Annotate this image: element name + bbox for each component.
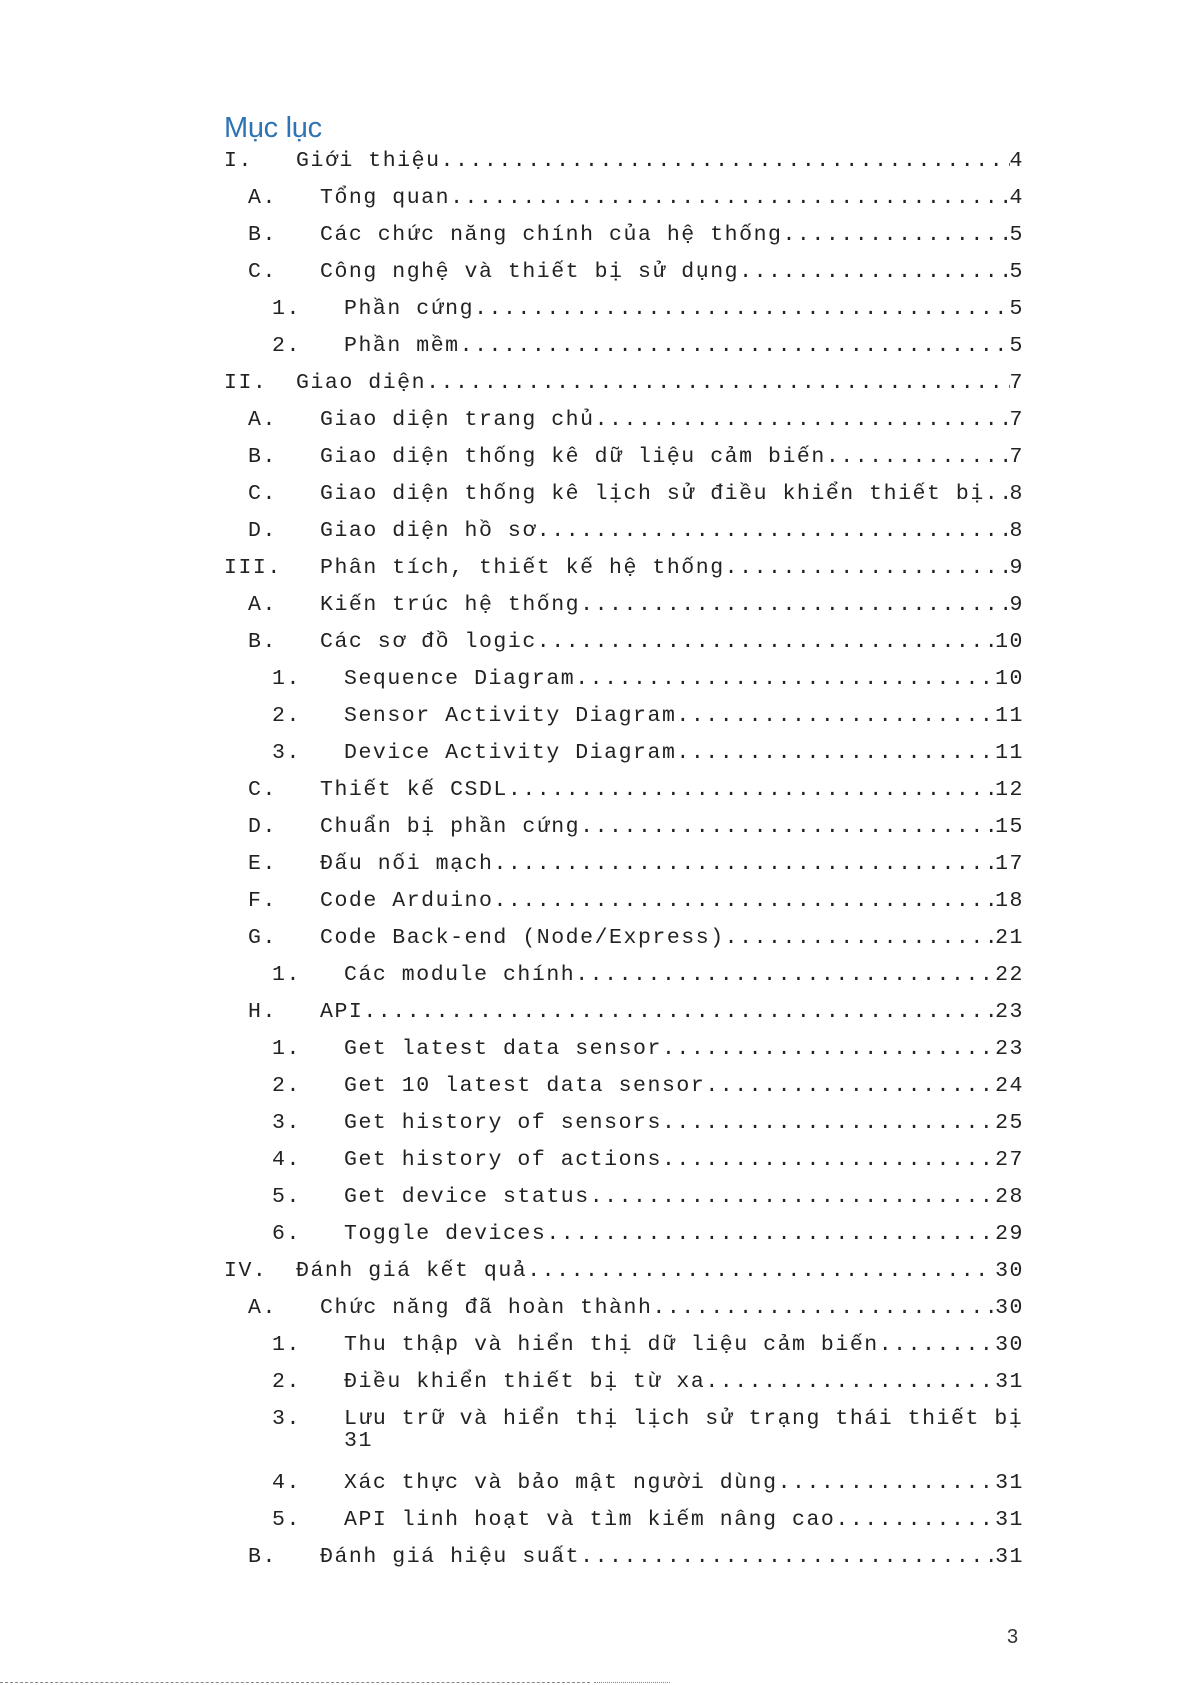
toc-entry-label: Giao diện trang chủ: [320, 408, 595, 432]
footer-divider: [0, 1682, 590, 1683]
toc-entry-label: Get device status: [344, 1185, 590, 1209]
toc-entry-label: Giao diện hồ sơ: [320, 519, 537, 543]
toc-entry-label: Lưu trữ và hiển thị lịch sử trạng thái thiết bị: [344, 1407, 1024, 1431]
page-number: 3: [1007, 1626, 1019, 1648]
toc-dot-leader: [676, 698, 995, 735]
toc-entry-page: 22: [995, 963, 1024, 987]
toc-entry-page: 8: [1009, 482, 1024, 506]
toc-entry-body: [344, 1068, 1024, 1105]
toc-entry-label: Đánh giá hiệu suất: [320, 1545, 581, 1569]
toc-entry-body: [344, 1216, 1024, 1253]
toc-dot-leader: [537, 513, 1010, 550]
toc-entry[interactable]: [224, 1539, 1024, 1576]
toc-entry-label: Thu thập và hiển thị dữ liệu cảm biến: [344, 1333, 879, 1357]
toc-entry-number: C.: [248, 482, 277, 506]
toc-entry-number: 3.: [272, 1407, 301, 1431]
toc-entry-body: [320, 846, 1024, 883]
toc-dot-leader: [595, 402, 1010, 439]
toc-entry[interactable]: [224, 957, 1024, 994]
toc-entry-number: 2.: [272, 1074, 301, 1098]
toc-entry-number: II.: [224, 371, 268, 395]
toc-entry-number: A.: [248, 186, 277, 210]
toc-entry[interactable]: [224, 735, 1024, 772]
toc-entry-number: 5.: [272, 1508, 301, 1532]
toc-entry-label: Giao diện: [296, 371, 427, 395]
toc-entry-label: Giao diện thống kê dữ liệu cảm biến: [320, 445, 826, 469]
toc-entry[interactable]: [224, 328, 1024, 365]
toc-dot-leader: [426, 365, 1009, 402]
toc-entry-number: B.: [248, 1545, 277, 1569]
toc-entry-label: Toggle devices: [344, 1222, 547, 1246]
toc-entry-label: Tổng quan: [320, 186, 451, 210]
toc-entry[interactable]: [224, 809, 1024, 846]
toc-dot-leader: [705, 1364, 995, 1401]
toc-entry-number: 1.: [272, 667, 301, 691]
toc-dot-leader: [826, 439, 1010, 476]
toc-entry-body: [320, 402, 1024, 439]
toc-entry-page: 25: [995, 1111, 1024, 1135]
toc-dot-leader: [580, 809, 995, 846]
toc-entry-page: 7: [1009, 371, 1024, 395]
toc-entry[interactable]: [224, 994, 1024, 1031]
toc-entry-body: [320, 994, 1024, 1031]
toc-entry[interactable]: [224, 1142, 1024, 1179]
toc-entry-body: [320, 809, 1024, 846]
toc-dot-leader: [508, 772, 995, 809]
toc-entry-number: 3.: [272, 1111, 301, 1135]
toc-entry-page: 31: [995, 1545, 1024, 1569]
toc-entry-body: [296, 143, 1024, 180]
toc-entry-page: 11: [995, 704, 1024, 728]
toc-entry-page: 4: [1009, 186, 1024, 210]
toc-entry-page: 10: [995, 630, 1024, 654]
toc-entry-page: 5: [1009, 334, 1024, 358]
toc-entry-number: A.: [248, 1296, 277, 1320]
toc-entry-label: Các sơ đồ logic: [320, 630, 537, 654]
toc-entry-number: 1.: [272, 1333, 301, 1357]
toc-entry-label: Device Activity Diagram: [344, 741, 677, 765]
toc-entry[interactable]: [224, 920, 1024, 957]
toc-entry[interactable]: [224, 1105, 1024, 1142]
toc-entry-page: 29: [995, 1222, 1024, 1246]
toc-entry-number: 1.: [272, 1037, 301, 1061]
toc-dot-leader: [493, 846, 995, 883]
toc-dot-leader: [590, 1179, 995, 1216]
toc-dot-leader: [879, 1327, 995, 1364]
toc-entry-label: Giao diện thống kê lịch sử điều khiển thiết bị: [320, 482, 985, 506]
toc-entry-body: [320, 550, 1024, 587]
toc-entry-number: 3.: [272, 741, 301, 765]
toc-entry-body: [320, 1290, 1024, 1327]
toc-dot-leader: [546, 1216, 995, 1253]
toc-entry-number: 6.: [272, 1222, 301, 1246]
toc-entry-body: [320, 883, 1024, 920]
toc-dot-leader: [662, 1142, 995, 1179]
toc-entry-body: [320, 772, 1024, 809]
toc-entry-body: [320, 254, 1024, 291]
toc-entry[interactable]: [224, 1031, 1024, 1068]
toc-dot-leader: [580, 587, 1009, 624]
toc-dot-leader: [460, 328, 1010, 365]
toc-entry-label: API linh hoạt và tìm kiếm nâng cao: [344, 1508, 836, 1532]
toc-entry-number: E.: [248, 852, 277, 876]
toc-entry-page: 5: [1009, 260, 1024, 284]
toc-entry-body: [344, 1364, 1024, 1401]
toc-entry-page: 28: [995, 1185, 1024, 1209]
toc-dot-leader: [441, 143, 1010, 180]
toc-dot-leader: [662, 1105, 995, 1142]
toc-entry-number: 5.: [272, 1185, 301, 1209]
toc-dot-leader: [705, 1068, 995, 1105]
toc-entry-label: Phần mềm: [344, 334, 460, 358]
toc-entry-number: B.: [248, 630, 277, 654]
toc-entry-number: F.: [248, 889, 277, 913]
toc-entry[interactable]: [224, 846, 1024, 883]
toc-entry[interactable]: [224, 661, 1024, 698]
toc-entry-page: 30: [995, 1259, 1024, 1283]
toc-entry-label: Công nghệ và thiết bị sử dụng: [320, 260, 740, 284]
toc-entry-page: 27: [995, 1148, 1024, 1172]
toc-entry[interactable]: [224, 1068, 1024, 1105]
toc-entry[interactable]: [224, 1216, 1024, 1253]
toc-entry[interactable]: [224, 1502, 1024, 1539]
toc-entry[interactable]: [224, 180, 1024, 217]
toc-entry-page: 30: [995, 1296, 1024, 1320]
toc-entry-label: Chuẩn bị phần cứng: [320, 815, 581, 839]
toc-entry-label: Điều khiển thiết bị từ xa: [344, 1370, 706, 1394]
toc-entry-label: Xác thực và bảo mật người dùng: [344, 1471, 778, 1495]
toc-entry-label: Sensor Activity Diagram: [344, 704, 677, 728]
toc-entry-body: [344, 1142, 1024, 1179]
toc-entry[interactable]: [224, 587, 1024, 624]
toc-dot-leader: [985, 476, 1010, 513]
toc-entry[interactable]: [224, 1401, 1024, 1465]
toc-entry-label: Các chức năng chính của hệ thống: [320, 223, 783, 247]
toc-entry-page: 15: [995, 815, 1024, 839]
toc-entry[interactable]: [224, 772, 1024, 809]
toc-entry-body: [344, 735, 1024, 772]
toc-entry-number: 2.: [272, 334, 301, 358]
toc-entry[interactable]: [224, 402, 1024, 439]
toc-entry[interactable]: [224, 624, 1024, 661]
toc-entry-label: Get history of sensors: [344, 1111, 662, 1135]
toc-entry[interactable]: [224, 143, 1024, 180]
toc-entry-page: 12: [995, 778, 1024, 802]
toc-entry-body: [344, 1179, 1024, 1216]
toc-entry[interactable]: [224, 883, 1024, 920]
toc-entry-body: [344, 698, 1024, 735]
toc-entry[interactable]: [224, 1465, 1024, 1502]
toc-entry-body: [344, 661, 1024, 698]
toc-entry-number: 2.: [272, 1370, 301, 1394]
toc-dot-leader: [537, 624, 995, 661]
toc-dot-leader: [676, 735, 995, 772]
toc-entry-number: G.: [248, 926, 277, 950]
toc-entry-body: [320, 920, 1024, 957]
toc-entry-page: 9: [1009, 556, 1024, 580]
toc-entry[interactable]: [224, 513, 1024, 550]
toc-entry-page: 31: [995, 1508, 1024, 1532]
toc-entry-body: [320, 624, 1024, 661]
toc-entry-body: [344, 957, 1024, 994]
toc-dot-leader: [725, 550, 1010, 587]
toc-dot-leader: [662, 1031, 995, 1068]
toc-entry-label: Đấu nối mạch: [320, 852, 494, 876]
toc-entry-body: [320, 587, 1024, 624]
toc-entry-label: Các module chính: [344, 963, 576, 987]
toc-entry-page: 31: [995, 1471, 1024, 1495]
toc-dot-leader: [527, 1253, 995, 1290]
toc-entry[interactable]: [224, 476, 1024, 513]
toc-entry[interactable]: [224, 1179, 1024, 1216]
toc-entry-body: [344, 1502, 1024, 1539]
toc-entry-body: [344, 328, 1024, 365]
toc-entry-page: 5: [1009, 297, 1024, 321]
toc-entry-page: 30: [995, 1333, 1024, 1357]
toc-entry-page: 4: [1009, 149, 1024, 173]
toc-entry-body: [344, 1401, 1024, 1455]
toc-entry-label: Sequence Diagram: [344, 667, 576, 691]
toc-entry-body: [320, 513, 1024, 550]
toc-dot-leader: [725, 920, 995, 957]
toc-entry-body: [344, 1327, 1024, 1364]
toc-entry-label: Phần cứng: [344, 297, 475, 321]
toc-entry[interactable]: [224, 217, 1024, 254]
toc-entry-number: D.: [248, 519, 277, 543]
toc-entry-body: [320, 180, 1024, 217]
toc-entry-number: I.: [224, 149, 253, 173]
toc-entry-page: 9: [1009, 593, 1024, 617]
toc-entry-number: IV.: [224, 1259, 268, 1283]
toc-entry-number: A.: [248, 408, 277, 432]
toc-entry-page: 11: [995, 741, 1024, 765]
toc-entry-body: [344, 1031, 1024, 1068]
toc-dot-leader: [580, 1539, 995, 1576]
toc-entry-label: API: [320, 1000, 364, 1024]
toc-entry-label: Phân tích, thiết kế hệ thống: [320, 556, 725, 580]
toc-entry[interactable]: [224, 1253, 1024, 1290]
toc-entry[interactable]: [224, 698, 1024, 735]
toc-title: Mục lục: [224, 112, 322, 144]
toc-dot-leader: [739, 254, 1009, 291]
toc-dot-leader: [363, 994, 995, 1031]
toc-dot-leader: [835, 1502, 995, 1539]
toc-entry-body: [344, 291, 1024, 328]
toc-entry[interactable]: [224, 550, 1024, 587]
toc-entry-number: A.: [248, 593, 277, 617]
toc-entry[interactable]: [224, 1290, 1024, 1327]
toc-entry-page: 5: [1009, 223, 1024, 247]
toc-dot-leader: [575, 957, 995, 994]
toc-entry-number: C.: [248, 260, 277, 284]
toc-entry-label: Code Arduino: [320, 889, 494, 913]
toc-entry-body: [296, 1253, 1024, 1290]
toc-entry-label: Thiết kế CSDL: [320, 778, 508, 802]
toc-entry-number: 2.: [272, 704, 301, 728]
toc-entry-label: Get history of actions: [344, 1148, 662, 1172]
toc-entry[interactable]: [224, 291, 1024, 328]
toc-dot-leader: [778, 1465, 996, 1502]
toc-entry[interactable]: [224, 1327, 1024, 1364]
toc-entry-page: 7: [1009, 445, 1024, 469]
toc-entry-page: 17: [995, 852, 1024, 876]
toc-entry[interactable]: [224, 1364, 1024, 1401]
toc-entry-body: [296, 365, 1024, 402]
toc-entry-label: Get 10 latest data sensor: [344, 1074, 706, 1098]
toc-entry-number: 1.: [272, 963, 301, 987]
toc-entry-number: D.: [248, 815, 277, 839]
toc-entry-number: B.: [248, 445, 277, 469]
toc-dot-leader: [493, 883, 995, 920]
toc-entry-page: 18: [995, 889, 1024, 913]
toc-entry-body: [344, 1105, 1024, 1142]
toc-entry-body: [320, 1539, 1024, 1576]
toc-dot-leader: [652, 1290, 995, 1327]
toc-entry-page: 7: [1009, 408, 1024, 432]
toc-entry[interactable]: [224, 365, 1024, 402]
toc-entry-number: H.: [248, 1000, 277, 1024]
toc-entry-page: 10: [995, 667, 1024, 691]
toc-dot-leader: [474, 291, 1009, 328]
footer-divider-short: [594, 1682, 670, 1683]
toc-dot-leader: [450, 180, 1009, 217]
table-of-contents: [224, 143, 1024, 1576]
toc-entry-number: 1.: [272, 297, 301, 321]
toc-entry[interactable]: [224, 254, 1024, 291]
toc-entry-page: 24: [995, 1074, 1024, 1098]
toc-entry-page: 23: [995, 1000, 1024, 1024]
toc-entry-number: 4.: [272, 1471, 301, 1495]
toc-dot-leader: [575, 661, 995, 698]
toc-entry-page: 23: [995, 1037, 1024, 1061]
toc-entry-number: B.: [248, 223, 277, 247]
toc-dot-leader: [782, 217, 1009, 254]
toc-entry-number: 4.: [272, 1148, 301, 1172]
toc-entry[interactable]: [224, 439, 1024, 476]
toc-entry-label: Giới thiệu: [296, 149, 441, 173]
toc-entry-body: [320, 476, 1024, 513]
toc-entry-label: Code Back-end (Node/Express): [320, 926, 725, 950]
toc-entry-body: [320, 217, 1024, 254]
toc-entry-number: III.: [224, 556, 282, 580]
toc-entry-number: C.: [248, 778, 277, 802]
toc-entry-page: 31: [344, 1429, 373, 1453]
toc-entry-label: Chức năng đã hoàn thành: [320, 1296, 653, 1320]
toc-entry-label: Đánh giá kết quả: [296, 1259, 528, 1283]
toc-entry-page: 8: [1009, 519, 1024, 543]
toc-entry-label: Kiến trúc hệ thống: [320, 593, 581, 617]
toc-entry-label: Get latest data sensor: [344, 1037, 662, 1061]
toc-entry-page: 31: [995, 1370, 1024, 1394]
toc-entry-page: 21: [995, 926, 1024, 950]
toc-entry-body: [320, 439, 1024, 476]
toc-entry-body: [344, 1465, 1024, 1502]
